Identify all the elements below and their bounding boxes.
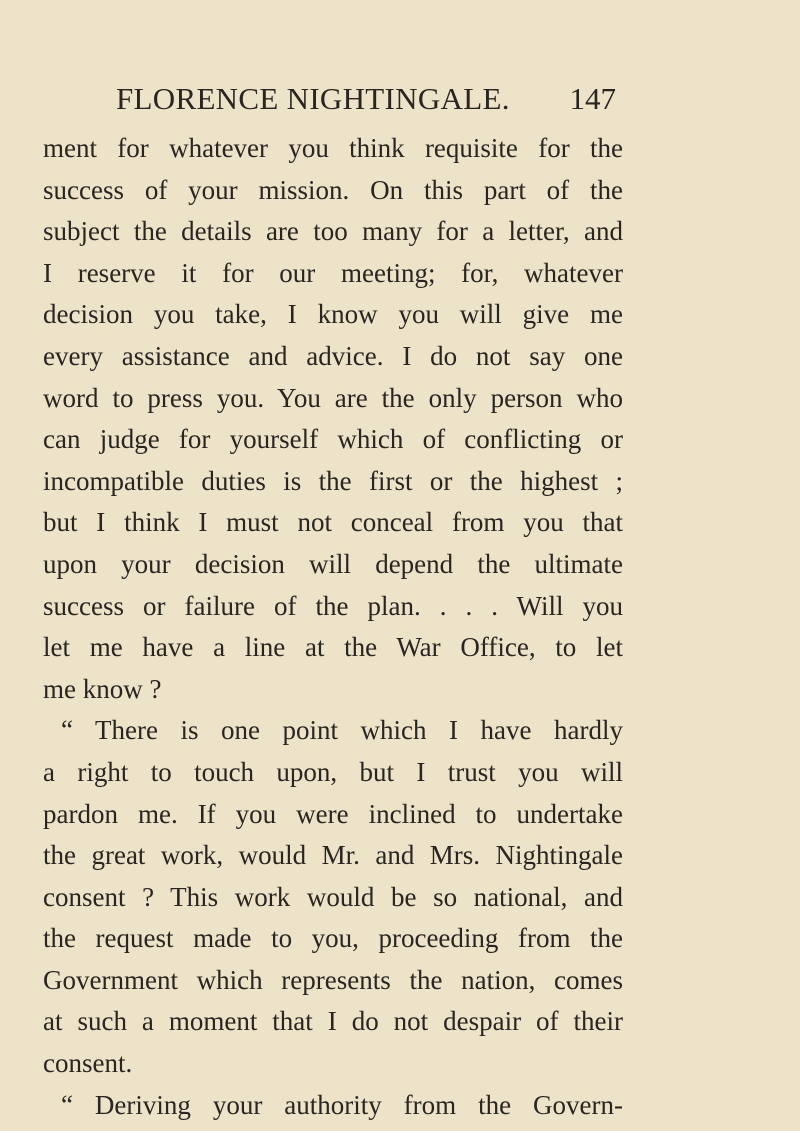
- text-line: success or failure of the plan. . . . Will you: [43, 590, 623, 621]
- text-line: “ There is one point which I have hardly: [61, 715, 623, 746]
- body-text: [43, 128, 623, 1126]
- text-line: ment for whatever you think requisite for the: [43, 133, 623, 163]
- text-line: consent ? This work would be so national, and: [43, 881, 623, 912]
- text-line: every assistance and advice. I do not say one: [43, 340, 623, 371]
- text-line: a right to touch upon, but I trust you will: [43, 756, 623, 787]
- text-line: consent.: [43, 1048, 133, 1079]
- text-line: I reserve it for our meeting; for, whatever: [43, 257, 623, 288]
- page-number: 147: [569, 81, 616, 116]
- text-line: success of your mission. On this part of the: [43, 174, 623, 205]
- text-line: upon your decision will depend the ultimate: [43, 548, 623, 579]
- text-line: let me have a line at the War Office, to let: [43, 632, 623, 663]
- text-line: the request made to you, proceeding from the: [43, 923, 623, 954]
- text-line: “ Deriving your authority from the Govern-: [61, 1089, 623, 1120]
- text-line: pardon me. If you were inclined to undertake: [43, 798, 623, 829]
- text-line: subject the details are too many for a letter, and: [43, 216, 623, 247]
- text-line: can judge for yourself which of conflicting or: [43, 424, 623, 455]
- running-head: FLORENCE NIGHTINGALE.: [116, 81, 510, 116]
- text-line: me know ?: [43, 673, 162, 704]
- text-line: decision you take, I know you will give me: [43, 299, 623, 330]
- text-line: at such a moment that I do not despair of their: [43, 1006, 623, 1037]
- text-line: Government which represents the nation, comes: [43, 964, 623, 995]
- text-line: the great work, would Mr. and Mrs. Nightingale: [43, 840, 623, 871]
- text-line: word to press you. You are the only person who: [43, 382, 623, 413]
- text-line: but I think I must not conceal from you that: [43, 507, 623, 538]
- text-line: incompatible duties is the first or the highest ;: [43, 465, 623, 496]
- page-header: [116, 78, 616, 120]
